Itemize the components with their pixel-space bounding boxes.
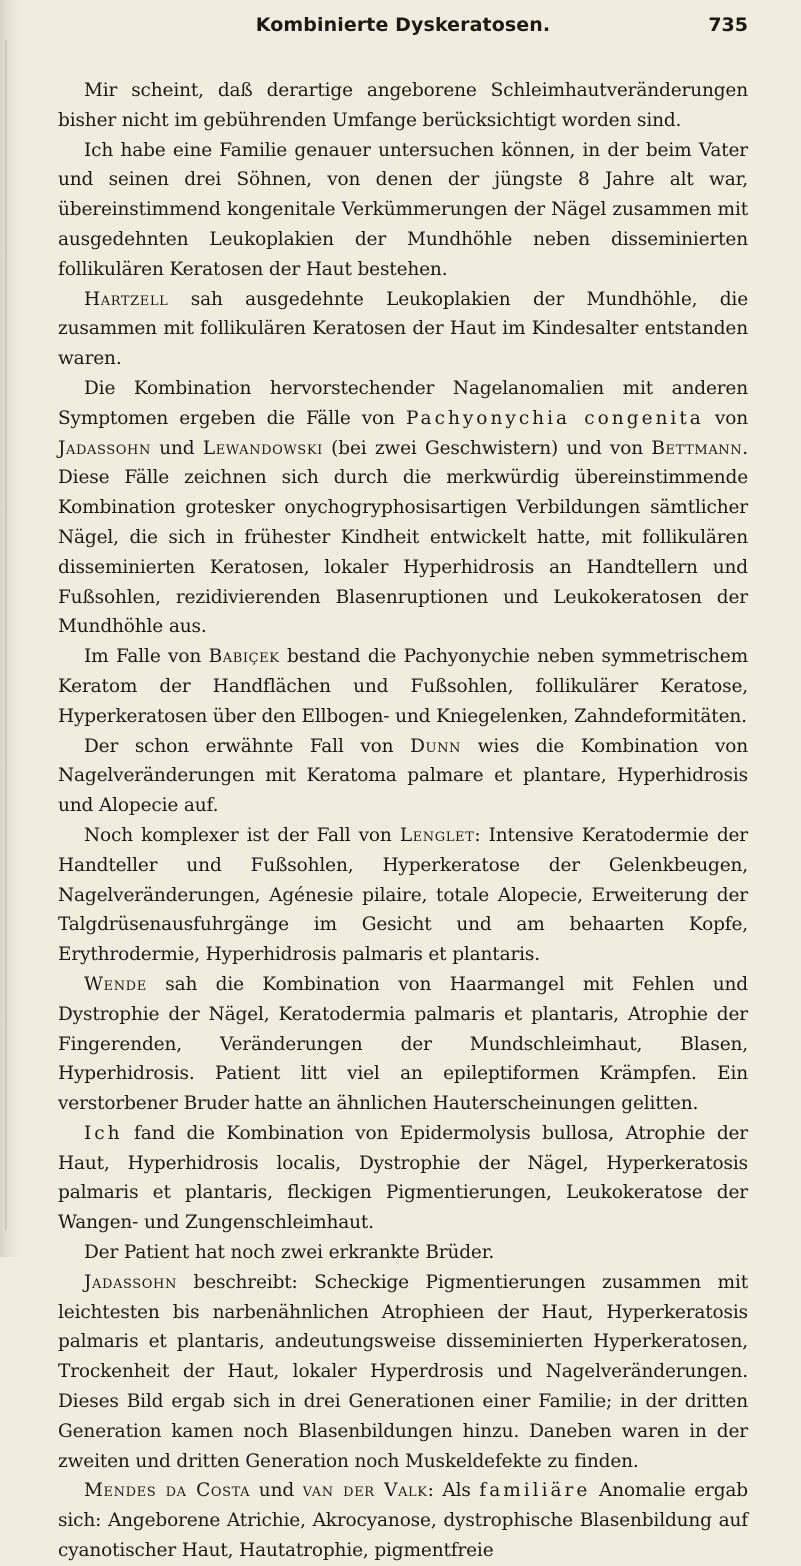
author-name: Hartzell (84, 288, 169, 310)
paragraph-1 (58, 76, 748, 136)
spaced-emphasis: Ich (84, 1122, 123, 1144)
author-name: Wende (84, 973, 147, 995)
paragraph-hartzell (58, 285, 748, 374)
text-run: (bei zwei Geschwistern) und von (322, 437, 652, 459)
paragraph-brueder (58, 1238, 748, 1268)
spaced-emphasis: Pachyonychia congenita (405, 407, 704, 429)
author-name: Mendes da Costa (84, 1480, 251, 1502)
text-run: wies die Kombination von Nagelveränderungen mit Keratoma palmare et plantare, Hyperhidrosis und Alopecie auf. (58, 735, 749, 817)
page-gutter-shadow (0, 0, 22, 1257)
author-name: Lenglet (399, 824, 475, 846)
running-title: Kombinierte Dyskeratosen. (255, 14, 551, 36)
spaced-emphasis: familiäre (479, 1480, 591, 1502)
author-name: Babiçek (208, 646, 280, 668)
text-run: Ich habe eine Familie genauer untersuchen können, in der beim Vater und seinen drei Söhnen, von denen der jüngste 8 Jahre alt war, übereinstimmend kongenitale Verkümmerungen der Nägel zusammen mit ausgedehnten Leukoplakien der Mundhöhle neben disseminierten follikulären Keratosen der Haut bestehen. (58, 139, 748, 280)
author-name: Lewandowski (202, 437, 323, 459)
author-name: Jadassohn (58, 437, 151, 459)
text-run: sah die Kombination von Haarmangel mit Fehlen und Dystrophie der Nägel, Keratodermia palmaris et plantaris, Atrophie der Fingerenden, Veränderungen der Mundschleimhaut, Blasen, Hyperhidrosis. Patient litt viel an epileptiformen Krämpfen. Ein verstorbener Bruder hatte an ähnlichen Hauterscheinungen gelitten. (58, 973, 748, 1115)
text-run: Im Falle von (84, 646, 209, 668)
text-run: : Als (427, 1480, 480, 1502)
author-name: Dunn (410, 735, 462, 757)
text-run: bestand die Pachyonychie neben symmetrischem Keratom der Handflächen und Fußsohlen, follikulärer Keratose, Hyperkeratosen über den Ellbogen- und Kniegelenken, Zahndeformitäten. (58, 646, 748, 727)
paragraph-babicek (58, 642, 748, 731)
binding-edge (5, 40, 7, 1230)
author-name: van der Valk (302, 1480, 428, 1502)
paragraph-2 (58, 136, 748, 285)
text-run: und (250, 1480, 303, 1502)
author-name: Jadassohn (84, 1271, 177, 1293)
text-run: Noch komplexer ist der Fall von (84, 824, 400, 846)
text-run: : Intensive Keratodermie der Handteller und Fußsohlen, Hyperkeratose der Gelenkbeugen, Nagelveränderungen, Agénesie pilaire, totale Alopecie, Erweiterung der Talgdrüsenausfuhrgänge im Gesicht und am behaarten Kopfe, Erythrodermie, Hyperhidrosis palmaris et plantaris. (58, 824, 748, 966)
paragraph-jadassohn (58, 1268, 748, 1477)
author-name: Bettmann (651, 437, 743, 459)
book-page (58, 10, 748, 1566)
text-run: Mir scheint, daß derartige angeborene Schleimhautveränderungen bisher nicht im gebührenden Umfange berücksichtigt worden sind. (58, 80, 748, 131)
paragraph-wende (58, 970, 748, 1119)
text-run: Der Patient hat noch zwei erkrankte Brüder. (84, 1242, 495, 1264)
paragraph-pachyonychia (58, 374, 748, 642)
text-run: und (150, 437, 203, 459)
paragraph-ich (58, 1119, 748, 1238)
paragraph-lenglet (58, 821, 748, 970)
body-text (58, 76, 748, 1566)
text-run: Anomalie ergab sich: Angeborene Atrichie, Akrocyanose, dystrophische Blasenbildung auf cyanotischer Haut, Hautatrophie, pigmentfreie (58, 1480, 748, 1562)
page-header (58, 10, 748, 50)
paragraph-dunn (58, 732, 748, 821)
text-run: von (703, 407, 748, 429)
text-run: sah ausgedehnte Leukoplakien der Mundhöhle, die zusammen mit follikulären Keratosen der Haut im Kindesalter entstanden waren. (58, 288, 748, 370)
page-number: 735 (708, 14, 748, 36)
text-run: Die Kombination hervorstechender Nagelanomalien mit anderen Symptomen ergeben die Fälle von (58, 377, 748, 429)
paragraph-mendes-da-costa (58, 1476, 748, 1565)
text-run: fand die Kombination von Epidermolysis bullosa, Atrophie der Haut, Hyperhidrosis localis, Dystrophie der Nägel, Hyperkeratosis palmaris et plantaris, fleckigen Pigmentierungen, Leukokeratose der Wangen- und Zungenschleimhaut. (58, 1122, 748, 1234)
text-run: Der schon erwähnte Fall von (84, 735, 411, 757)
text-run: . Diese Fälle zeichnen sich durch die merkwürdig übereinstimmende Kombination grotesker onychogryphosisartigen Verbildungen sämtlicher Nägel, die sich in frühester Kindheit entwickelt hatte, mit follikulären disseminierten Keratosen, lokaler Hyperhidrosis an Handtellern und Fußsohlen, rezidivierenden Blasenruptionen und Leukokeratosen der Mundhöhle aus. (58, 437, 748, 638)
text-run: beschreibt: Scheckige Pigmentierungen zusammen mit leichtesten bis narbenähnlichen Atrophieen der Haut, Hyperkeratosis palmaris et plantaris, andeutungsweise disseminierten Hyperkeratosen, Trockenheit der Haut, lokaler Hyperdrosis und Nagelveränderungen. Dieses Bild ergab sich in drei Generationen einer Familie; in der dritten Generation kamen noch Blasenbildungen hinzu. Daneben waren in der zweiten und dritten Generation noch Muskeldefekte zu finden. (58, 1271, 748, 1472)
